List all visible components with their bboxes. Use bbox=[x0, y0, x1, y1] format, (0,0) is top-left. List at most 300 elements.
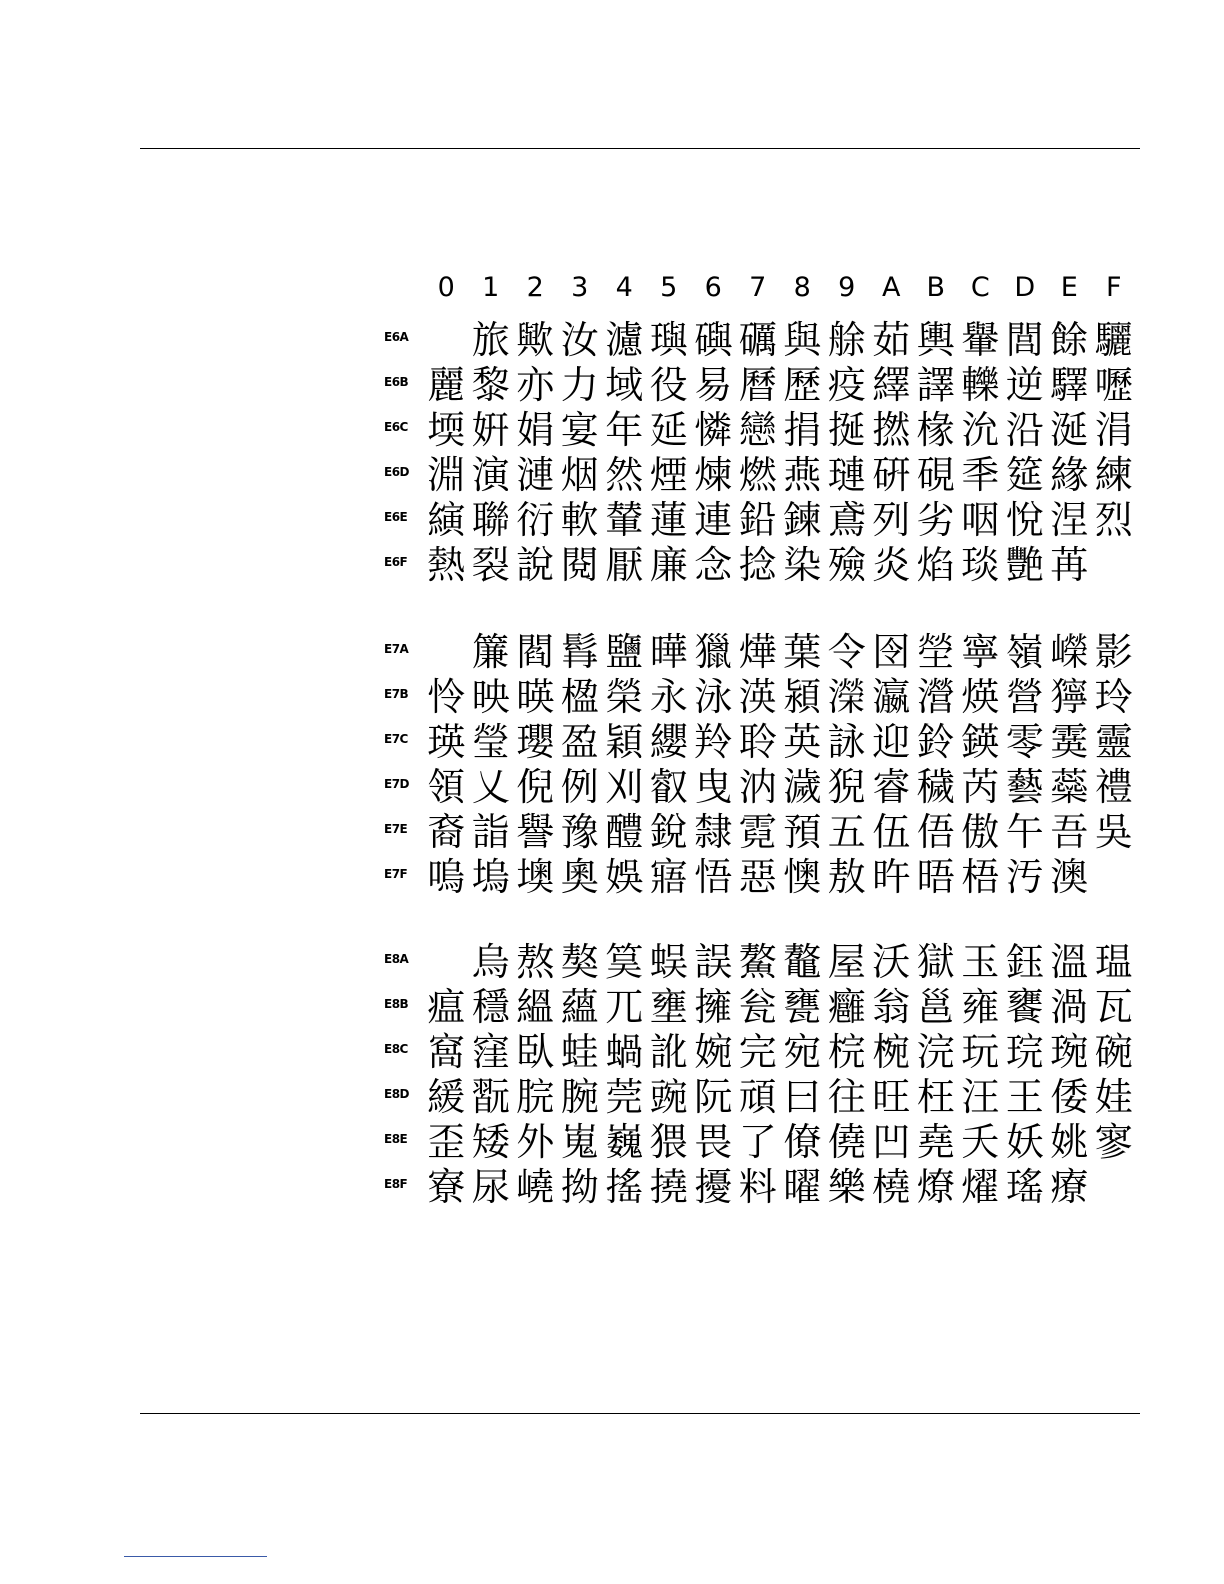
character-cell: 燃 bbox=[738, 453, 777, 497]
character-cell: 鉛 bbox=[738, 498, 777, 542]
character-cell: 傲 bbox=[961, 810, 1000, 854]
character-cell: 巍 bbox=[605, 1120, 644, 1164]
character-cell: 嶺 bbox=[1005, 630, 1044, 674]
character-cell: 擁 bbox=[694, 985, 733, 1029]
character-cell: 苒 bbox=[1050, 543, 1089, 587]
character-cell: 悟 bbox=[694, 855, 733, 899]
row-characters bbox=[424, 1120, 1136, 1165]
character-cell: 羚 bbox=[694, 720, 733, 764]
row-characters bbox=[424, 855, 1136, 900]
character-cell: 誤 bbox=[694, 940, 733, 984]
character-cell: 然 bbox=[605, 453, 644, 497]
character-cell: 瘟 bbox=[427, 985, 466, 1029]
character-cell: 窪 bbox=[471, 1030, 510, 1074]
character-cell: 艅 bbox=[827, 318, 866, 362]
character-cell: 獵 bbox=[694, 630, 733, 674]
character-cell: 迎 bbox=[872, 720, 911, 764]
row-code-label: E6D bbox=[384, 465, 410, 479]
character-cell: 縕 bbox=[516, 985, 555, 1029]
character-cell: 裂 bbox=[471, 543, 510, 587]
character-cell: 鈴 bbox=[916, 720, 955, 764]
character-cell: 沇 bbox=[961, 408, 1000, 452]
character-cell: 妖 bbox=[1005, 1120, 1044, 1164]
character-cell: 熬 bbox=[516, 940, 555, 984]
character-cell: 髥 bbox=[560, 630, 599, 674]
row-characters bbox=[424, 720, 1136, 765]
character-cell: 年 bbox=[605, 408, 644, 452]
row-code-label: E7C bbox=[384, 732, 408, 746]
character-cell: 完 bbox=[738, 1030, 777, 1074]
character-cell: 礪 bbox=[738, 318, 777, 362]
row-characters bbox=[424, 1165, 1136, 1210]
character-cell: 藝 bbox=[1005, 765, 1044, 809]
column-header: 2 bbox=[526, 272, 544, 303]
character-cell: 域 bbox=[605, 363, 644, 407]
character-cell: 姚 bbox=[1050, 1120, 1089, 1164]
character-cell: 穢 bbox=[916, 765, 955, 809]
character-cell: 夭 bbox=[961, 1120, 1000, 1164]
character-cell: 旅 bbox=[471, 318, 510, 362]
character-cell: 蝸 bbox=[605, 1030, 644, 1074]
character-cell: 秊 bbox=[961, 453, 1000, 497]
column-header: E bbox=[1060, 272, 1078, 303]
character-cell: 蓮 bbox=[649, 498, 688, 542]
character-cell: 蘊 bbox=[560, 985, 599, 1029]
character-cell: 嚦 bbox=[1094, 363, 1133, 407]
character-cell: 熱 bbox=[427, 543, 466, 587]
row-code-label: E7D bbox=[384, 777, 410, 791]
character-cell: 惡 bbox=[738, 855, 777, 899]
row-characters bbox=[424, 810, 1136, 855]
row-code-label: E7A bbox=[384, 642, 409, 656]
character-cell: 潁 bbox=[783, 675, 822, 719]
column-header: 7 bbox=[749, 272, 767, 303]
character-cell: 蘂 bbox=[1050, 765, 1089, 809]
character-cell: 沿 bbox=[1005, 408, 1044, 452]
character-cell: 盈 bbox=[560, 720, 599, 764]
character-cell: 淵 bbox=[427, 453, 466, 497]
character-cell: 碗 bbox=[1094, 1030, 1133, 1074]
column-header: 1 bbox=[482, 272, 500, 303]
character-cell: 霙 bbox=[1050, 720, 1089, 764]
character-cell: 演 bbox=[471, 453, 510, 497]
character-cell: 尿 bbox=[471, 1165, 510, 1209]
character-cell: 雍 bbox=[961, 985, 1000, 1029]
character-cell: 睿 bbox=[872, 765, 911, 809]
character-cell: 預 bbox=[783, 810, 822, 854]
column-header-row bbox=[424, 268, 1136, 308]
character-cell: 筽 bbox=[605, 940, 644, 984]
column-header: D bbox=[1014, 272, 1036, 303]
character-cell bbox=[424, 318, 469, 363]
character-cell bbox=[1092, 1165, 1137, 1210]
character-cell: 煐 bbox=[961, 675, 1000, 719]
character-cell: 挻 bbox=[827, 408, 866, 452]
character-cell: 嵬 bbox=[560, 1120, 599, 1164]
character-cell: 壅 bbox=[649, 985, 688, 1029]
character-cell: 擾 bbox=[694, 1165, 733, 1209]
character-cell: 蜈 bbox=[649, 940, 688, 984]
character-cell: 閻 bbox=[516, 630, 555, 674]
character-cell: 豌 bbox=[649, 1075, 688, 1119]
character-cell: 倭 bbox=[1050, 1075, 1089, 1119]
character-cell: 影 bbox=[1094, 630, 1133, 674]
character-cell: 獄 bbox=[916, 940, 955, 984]
character-cell: 隸 bbox=[694, 810, 733, 854]
character-cell: 搖 bbox=[605, 1165, 644, 1209]
character-cell: 鍈 bbox=[961, 720, 1000, 764]
character-cell: 椀 bbox=[872, 1030, 911, 1074]
row-characters bbox=[424, 498, 1136, 543]
character-cell: 悅 bbox=[1005, 498, 1044, 542]
character-cell: 宴 bbox=[560, 408, 599, 452]
row-characters bbox=[424, 985, 1136, 1030]
character-cell: 力 bbox=[560, 363, 599, 407]
character-cell: 獰 bbox=[1050, 675, 1089, 719]
character-cell: 輿 bbox=[916, 318, 955, 362]
character-cell: 黎 bbox=[471, 363, 510, 407]
character-cell: 曆 bbox=[738, 363, 777, 407]
character-cell: 怜 bbox=[427, 675, 466, 719]
character-cell: 奧 bbox=[560, 855, 599, 899]
character-cell: 鹽 bbox=[605, 630, 644, 674]
character-cell: 翫 bbox=[471, 1075, 510, 1119]
character-cell: 晤 bbox=[916, 855, 955, 899]
character-cell: 琓 bbox=[1005, 1030, 1044, 1074]
character-cell: 瑛 bbox=[427, 720, 466, 764]
character-cell: 凹 bbox=[872, 1120, 911, 1164]
character-cell: 娛 bbox=[605, 855, 644, 899]
character-cell: 娟 bbox=[516, 408, 555, 452]
character-cell: 說 bbox=[516, 543, 555, 587]
character-cell: 麗 bbox=[427, 363, 466, 407]
character-cell: 外 bbox=[516, 1120, 555, 1164]
column-header: 4 bbox=[615, 272, 633, 303]
character-cell: 領 bbox=[427, 765, 466, 809]
character-cell: 姸 bbox=[471, 408, 510, 452]
character-cell: 礖 bbox=[694, 318, 733, 362]
character-cell: 旿 bbox=[872, 855, 911, 899]
character-cell: 葉 bbox=[783, 630, 822, 674]
row-code-label: E8D bbox=[384, 1087, 410, 1101]
character-cell: 詣 bbox=[471, 810, 510, 854]
character-cell: 鳶 bbox=[827, 498, 866, 542]
character-cell: 永 bbox=[649, 675, 688, 719]
character-cell: 鼇 bbox=[783, 940, 822, 984]
character-cell: 曳 bbox=[694, 765, 733, 809]
row-characters bbox=[424, 318, 1136, 363]
character-cell: 瑥 bbox=[1094, 940, 1133, 984]
character-cell: 乂 bbox=[471, 765, 510, 809]
character-cell: 渦 bbox=[1050, 985, 1089, 1029]
character-cell: 易 bbox=[694, 363, 733, 407]
character-cell: 亦 bbox=[516, 363, 555, 407]
character-cell: 瓔 bbox=[516, 720, 555, 764]
character-cell: 叡 bbox=[649, 765, 688, 809]
character-cell: 連 bbox=[694, 498, 733, 542]
character-cell: 溫 bbox=[1050, 940, 1089, 984]
character-cell: 餘 bbox=[1050, 318, 1089, 362]
character-cell: 嗚 bbox=[427, 855, 466, 899]
character-cell: 莞 bbox=[605, 1075, 644, 1119]
character-cell: 訛 bbox=[649, 1030, 688, 1074]
character-cell: 樂 bbox=[827, 1165, 866, 1209]
character-cell: 僥 bbox=[827, 1120, 866, 1164]
character-cell: 縯 bbox=[427, 498, 466, 542]
character-cell: 五 bbox=[827, 810, 866, 854]
character-cell: 簾 bbox=[471, 630, 510, 674]
column-header: 9 bbox=[838, 272, 856, 303]
character-cell: 渶 bbox=[738, 675, 777, 719]
character-cell: 煉 bbox=[694, 453, 733, 497]
character-cell: 譽 bbox=[516, 810, 555, 854]
character-cell: 染 bbox=[783, 543, 822, 587]
character-cell: 驛 bbox=[1050, 363, 1089, 407]
character-cell: 琰 bbox=[961, 543, 1000, 587]
character-cell: 猊 bbox=[827, 765, 866, 809]
character-cell: 玩 bbox=[961, 1030, 1000, 1074]
character-cell: 鈺 bbox=[1005, 940, 1044, 984]
row-code-label: E6A bbox=[384, 330, 409, 344]
row-code-label: E8C bbox=[384, 1042, 408, 1056]
character-cell: 霓 bbox=[738, 810, 777, 854]
character-cell: 刈 bbox=[605, 765, 644, 809]
bottom-rule bbox=[140, 1413, 1140, 1414]
character-cell: 枉 bbox=[916, 1075, 955, 1119]
character-cell: 塢 bbox=[471, 855, 510, 899]
character-cell: 戀 bbox=[738, 408, 777, 452]
character-cell: 猥 bbox=[649, 1120, 688, 1164]
character-cell: 厭 bbox=[605, 543, 644, 587]
character-cell: 轝 bbox=[961, 318, 1000, 362]
character-cell: 鍊 bbox=[783, 498, 822, 542]
character-cell: 涎 bbox=[1050, 408, 1089, 452]
column-header: A bbox=[882, 272, 901, 303]
row-code-label: E8B bbox=[384, 997, 409, 1011]
row-characters bbox=[424, 1030, 1136, 1075]
character-cell: 了 bbox=[738, 1120, 777, 1164]
character-cell: 婉 bbox=[694, 1030, 733, 1074]
character-cell: 橈 bbox=[872, 1165, 911, 1209]
character-cell: 禮 bbox=[1094, 765, 1133, 809]
character-cell: 燎 bbox=[916, 1165, 955, 1209]
character-cell: 鰲 bbox=[738, 940, 777, 984]
character-cell: 濾 bbox=[605, 318, 644, 362]
character-cell: 煙 bbox=[649, 453, 688, 497]
footer-link-underline bbox=[124, 1556, 267, 1557]
row-characters bbox=[424, 940, 1136, 985]
column-header: B bbox=[926, 272, 946, 303]
character-cell: 泳 bbox=[694, 675, 733, 719]
character-cell: 汭 bbox=[738, 765, 777, 809]
character-cell: 撚 bbox=[872, 408, 911, 452]
character-cell: 硏 bbox=[872, 453, 911, 497]
character-cell bbox=[1092, 543, 1137, 588]
character-cell: 纓 bbox=[649, 720, 688, 764]
character-cell: 澳 bbox=[1050, 855, 1089, 899]
character-cell: 矮 bbox=[471, 1120, 510, 1164]
character-cell: 繹 bbox=[872, 363, 911, 407]
character-cell: 曰 bbox=[783, 1075, 822, 1119]
character-cell: 憐 bbox=[694, 408, 733, 452]
character-cell: 詠 bbox=[827, 720, 866, 764]
character-cell: 頑 bbox=[738, 1075, 777, 1119]
character-cell: 璉 bbox=[827, 453, 866, 497]
character-cell: 閭 bbox=[1005, 318, 1044, 362]
character-cell: 延 bbox=[649, 408, 688, 452]
row-code-label: E6F bbox=[384, 555, 408, 569]
character-cell: 玉 bbox=[961, 940, 1000, 984]
character-cell: 吾 bbox=[1050, 810, 1089, 854]
character-cell: 焰 bbox=[916, 543, 955, 587]
character-cell bbox=[1092, 855, 1137, 900]
character-cell: 曜 bbox=[783, 1165, 822, 1209]
column-header: 0 bbox=[437, 272, 455, 303]
character-cell: 兀 bbox=[605, 985, 644, 1029]
character-cell: 聆 bbox=[738, 720, 777, 764]
row-characters bbox=[424, 408, 1136, 453]
character-cell: 銳 bbox=[649, 810, 688, 854]
character-cell: 烈 bbox=[1094, 498, 1133, 542]
character-cell: 寮 bbox=[427, 1165, 466, 1209]
character-cell: 逆 bbox=[1005, 363, 1044, 407]
character-cell: 輦 bbox=[605, 498, 644, 542]
character-cell: 瀛 bbox=[872, 675, 911, 719]
character-cell: 腕 bbox=[560, 1075, 599, 1119]
character-cell: 念 bbox=[694, 543, 733, 587]
character-cell bbox=[424, 940, 469, 985]
character-cell: 咽 bbox=[961, 498, 1000, 542]
character-cell: 沃 bbox=[872, 940, 911, 984]
row-code-label: E7B bbox=[384, 687, 409, 701]
character-cell: 宛 bbox=[783, 1030, 822, 1074]
column-header: 8 bbox=[793, 272, 811, 303]
character-cell: 例 bbox=[560, 765, 599, 809]
character-cell: 嶢 bbox=[516, 1165, 555, 1209]
character-cell: 漣 bbox=[516, 453, 555, 497]
character-cell: 豫 bbox=[560, 810, 599, 854]
character-cell: 午 bbox=[1005, 810, 1044, 854]
row-characters bbox=[424, 1075, 1136, 1120]
character-cell: 醴 bbox=[605, 810, 644, 854]
character-cell: 阮 bbox=[694, 1075, 733, 1119]
character-cell: 芮 bbox=[961, 765, 1000, 809]
character-cell: 烏 bbox=[471, 940, 510, 984]
character-cell: 屋 bbox=[827, 940, 866, 984]
row-characters bbox=[424, 675, 1136, 720]
character-cell: 琬 bbox=[1050, 1030, 1089, 1074]
character-cell: 曄 bbox=[649, 630, 688, 674]
column-header: F bbox=[1105, 272, 1122, 303]
character-cell: 歟 bbox=[516, 318, 555, 362]
character-cell: 涅 bbox=[1050, 498, 1089, 542]
character-cell: 拗 bbox=[560, 1165, 599, 1209]
character-cell: 臥 bbox=[516, 1030, 555, 1074]
character-cell: 伍 bbox=[872, 810, 911, 854]
character-cell: 往 bbox=[827, 1075, 866, 1119]
character-cell: 暎 bbox=[516, 675, 555, 719]
character-cell: 療 bbox=[1050, 1165, 1089, 1209]
character-cell: 聯 bbox=[471, 498, 510, 542]
column-header: C bbox=[970, 272, 990, 303]
character-cell: 浣 bbox=[916, 1030, 955, 1074]
character-cell: 驪 bbox=[1094, 318, 1133, 362]
character-cell: 靈 bbox=[1094, 720, 1133, 764]
character-cell: 倪 bbox=[516, 765, 555, 809]
character-cell: 筵 bbox=[1005, 453, 1044, 497]
character-cell: 練 bbox=[1094, 453, 1133, 497]
character-cell: 撓 bbox=[649, 1165, 688, 1209]
character-cell: 畏 bbox=[694, 1120, 733, 1164]
character-cell: 零 bbox=[1005, 720, 1044, 764]
character-cell: 俉 bbox=[916, 810, 955, 854]
character-cell bbox=[424, 630, 469, 675]
character-cell: 裔 bbox=[427, 810, 466, 854]
row-code-label: E8F bbox=[384, 1177, 408, 1191]
character-cell: 炎 bbox=[872, 543, 911, 587]
character-cell: 硯 bbox=[916, 453, 955, 497]
character-cell: 殮 bbox=[827, 543, 866, 587]
row-characters bbox=[424, 630, 1136, 675]
character-cell: 瓮 bbox=[738, 985, 777, 1029]
character-cell: 汪 bbox=[961, 1075, 1000, 1119]
character-cell: 蛙 bbox=[560, 1030, 599, 1074]
character-cell: 玲 bbox=[1094, 675, 1133, 719]
column-header: 6 bbox=[704, 272, 722, 303]
character-cell: 映 bbox=[471, 675, 510, 719]
character-cell: 汚 bbox=[1005, 855, 1044, 899]
character-cell: 烟 bbox=[560, 453, 599, 497]
row-characters bbox=[424, 543, 1136, 588]
character-cell: 娃 bbox=[1094, 1075, 1133, 1119]
row-code-label: E6E bbox=[384, 510, 408, 524]
character-cell: 譯 bbox=[916, 363, 955, 407]
character-cell: 癰 bbox=[827, 985, 866, 1029]
character-cell: 楹 bbox=[560, 675, 599, 719]
character-cell: 瀯 bbox=[916, 675, 955, 719]
character-cell: 寥 bbox=[1094, 1120, 1133, 1164]
character-cell: 嶸 bbox=[1050, 630, 1089, 674]
character-cell: 翁 bbox=[872, 985, 911, 1029]
character-cell: 茹 bbox=[872, 318, 911, 362]
character-cell: 饔 bbox=[1005, 985, 1044, 1029]
character-cell: 汝 bbox=[560, 318, 599, 362]
character-cell: 捻 bbox=[738, 543, 777, 587]
character-cell: 捐 bbox=[783, 408, 822, 452]
character-cell: 椽 bbox=[916, 408, 955, 452]
character-cell: 歪 bbox=[427, 1120, 466, 1164]
character-cell: 閱 bbox=[560, 543, 599, 587]
character-cell: 王 bbox=[1005, 1075, 1044, 1119]
character-cell: 梡 bbox=[827, 1030, 866, 1074]
character-cell: 邕 bbox=[916, 985, 955, 1029]
character-cell: 廉 bbox=[649, 543, 688, 587]
character-cell: 獒 bbox=[560, 940, 599, 984]
character-cell: 營 bbox=[1005, 675, 1044, 719]
character-cell: 疫 bbox=[827, 363, 866, 407]
character-cell: 轢 bbox=[961, 363, 1000, 407]
row-code-label: E7E bbox=[384, 822, 408, 836]
character-cell: 緣 bbox=[1050, 453, 1089, 497]
character-cell: 歷 bbox=[783, 363, 822, 407]
character-cell: 衍 bbox=[516, 498, 555, 542]
character-cell: 穎 bbox=[605, 720, 644, 764]
character-cell: 英 bbox=[783, 720, 822, 764]
character-cell: 軟 bbox=[560, 498, 599, 542]
row-code-label: E8E bbox=[384, 1132, 408, 1146]
character-cell: 寧 bbox=[961, 630, 1000, 674]
character-cell: 瓦 bbox=[1094, 985, 1133, 1029]
